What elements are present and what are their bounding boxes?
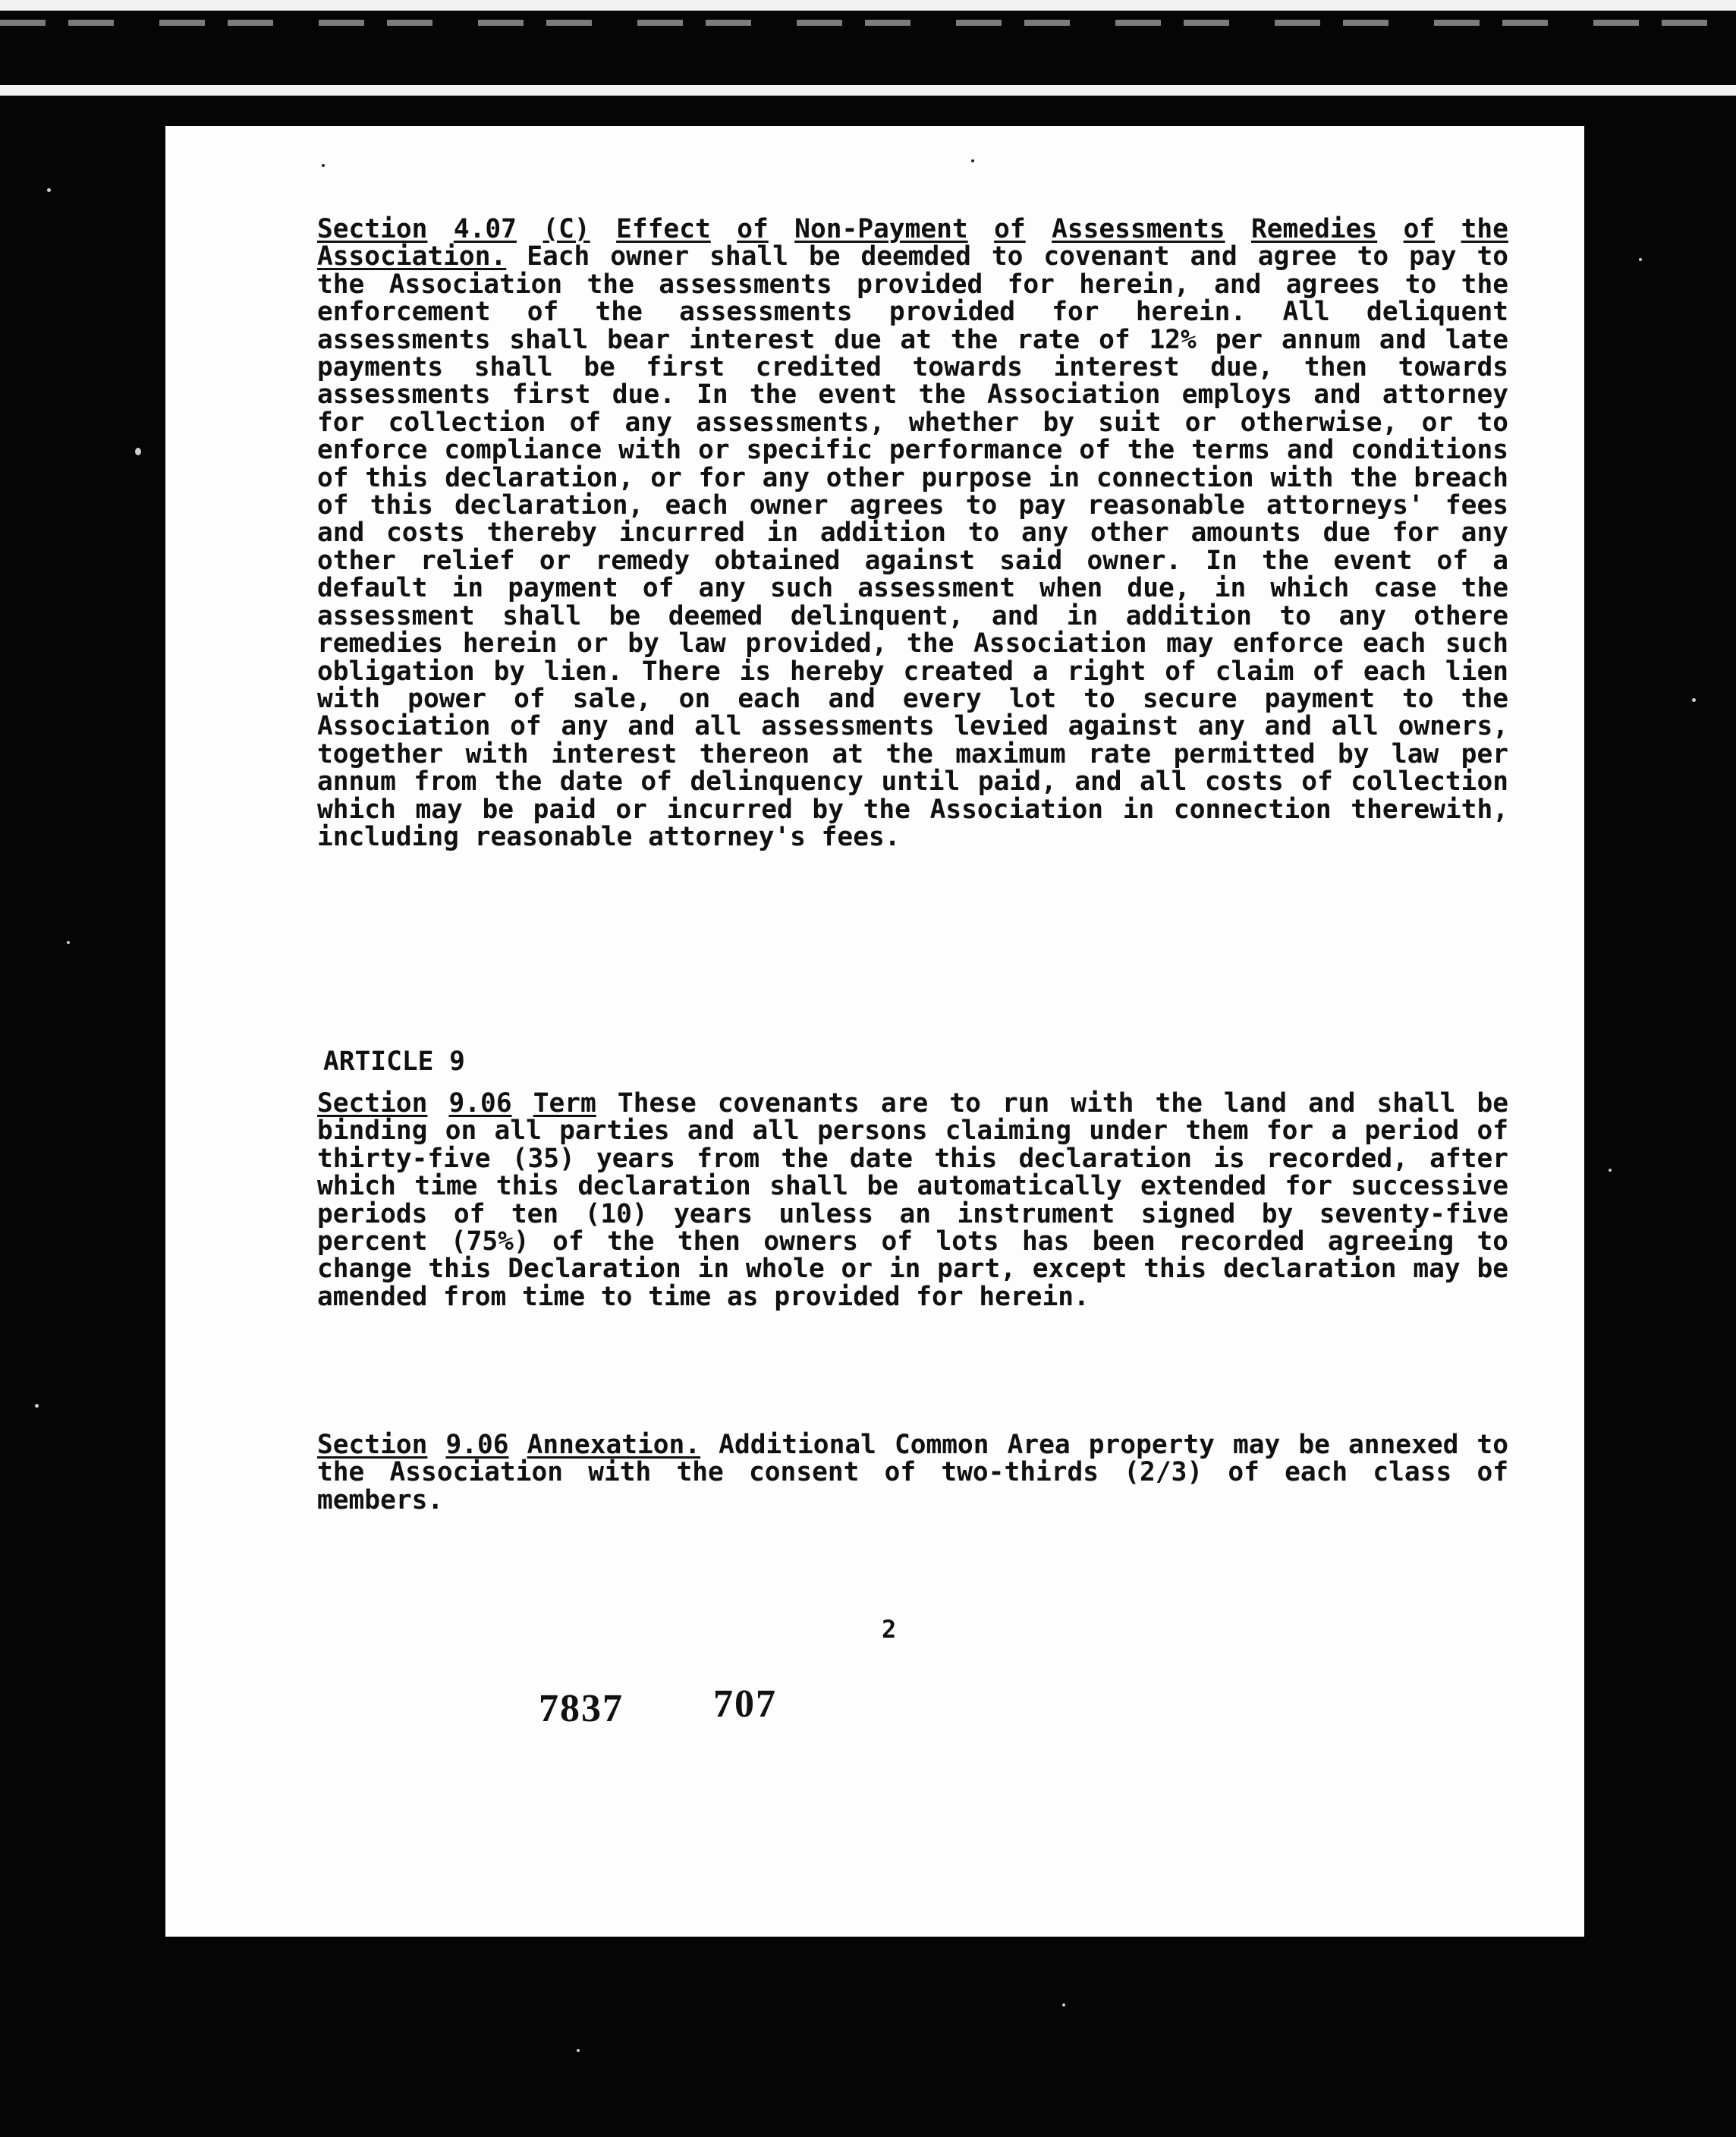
section-title-word: of bbox=[737, 214, 769, 244]
section-title-word: Remedies bbox=[1251, 214, 1378, 244]
section-title-word: Non-Payment bbox=[794, 214, 968, 244]
section-title-word: of bbox=[994, 214, 1026, 244]
section-title-word: of bbox=[1403, 214, 1436, 244]
record-number-book: 7837 bbox=[539, 1687, 624, 1730]
scan-speck bbox=[577, 2049, 580, 2052]
section-title-word: Association. bbox=[317, 241, 507, 272]
section-number: 9.06 bbox=[448, 1088, 512, 1119]
top-scan-border bbox=[0, 0, 1736, 11]
scan-speck bbox=[1609, 1169, 1612, 1172]
section-9-06-term-paragraph bbox=[317, 1090, 1508, 1311]
section-title: Annexation. bbox=[527, 1430, 701, 1460]
section-sub: (C) bbox=[542, 214, 590, 244]
page-number: 2 bbox=[882, 1615, 897, 1644]
section-4-07-paragraph bbox=[317, 216, 1508, 851]
scan-speck bbox=[1062, 2003, 1065, 2006]
section-body: Additional Common Area property may be annexed to the Association with the consent of two-thirds (2/3) of each class of members. bbox=[317, 1430, 1508, 1515]
section-9-06-annexation-paragraph bbox=[317, 1431, 1508, 1514]
section-label: Section bbox=[317, 1430, 428, 1460]
section-title-word: Effect bbox=[616, 214, 711, 244]
scan-speck bbox=[1692, 698, 1696, 702]
scan-speck bbox=[1639, 258, 1642, 261]
section-title-word: Assessments bbox=[1052, 214, 1225, 244]
section-label: Section bbox=[317, 1088, 428, 1119]
section-label: Section bbox=[317, 214, 428, 244]
section-number: 4.07 bbox=[453, 214, 517, 244]
scan-speck bbox=[35, 1404, 39, 1408]
scan-border-line bbox=[0, 85, 1736, 96]
scan-speck bbox=[67, 941, 70, 944]
page-speck bbox=[322, 164, 325, 167]
article-heading: ARTICLE 9 bbox=[323, 1046, 465, 1077]
document-page bbox=[165, 126, 1584, 1937]
section-title-word: the bbox=[1461, 214, 1508, 244]
scan-noise-strip bbox=[0, 20, 1736, 26]
section-body: These covenants are to run with the land and shall be binding on all parties and all persons claiming under them for a period of thirty-five (35) years from the date this declaration is recorded, after which time this declaration shall be automatically extended for successive periods of ten (10) years unless an instrument signed by seventy-five percent (75%) of the then owners of lots has been recorded agreeing to change this Declaration in whole or in part, except this declaration may be amended from time to time as provided for herein. bbox=[317, 1088, 1509, 1312]
section-title: Term bbox=[533, 1088, 596, 1119]
record-number-page: 707 bbox=[713, 1682, 777, 1726]
section-body: Each owner shall be deemded to covenant and agree to pay to the Association the assessments provided for herein, and agrees to the enforcement of the assessments provided for herein. All deliquent assessments shall bear interest due at the rate of 12% per annum and late payments shall be first credited towards interest due, then towards assessments first due. In the event the Association employs and attorney for collection of any assessments, whether by suit or otherwise, or to enforce compliance with or specific performance of the terms and conditions of this declaration, or for any other purpose in connection with the breach of this declaration, each owner agrees to pay reasonable attorneys' fees and costs thereby incurred in addition to any other amounts due for any other relief or remedy obtained against said owner. In the event of a default in payment of any such assessment when due, in which case the assessment shall be deemed delinquent, and in addition to any othere remedies herein or by law provided, the Association may enforce each such obligation by lien. There is hereby created a right of claim of each lien with power of sale, on each and every lot to secure payment to the Association of any and all assessments levied against any and all owners, together with interest thereon at the maximum rate permitted by law per annum from the date of delinquency until paid, and all costs of collection which may be paid or incurred by the Association in connection therewith, including reasonable attorney's fees. bbox=[317, 241, 1508, 852]
page-speck bbox=[971, 159, 974, 162]
scan-speck bbox=[135, 448, 141, 455]
scan-speck bbox=[47, 188, 51, 192]
section-number: 9.06 bbox=[445, 1430, 509, 1460]
